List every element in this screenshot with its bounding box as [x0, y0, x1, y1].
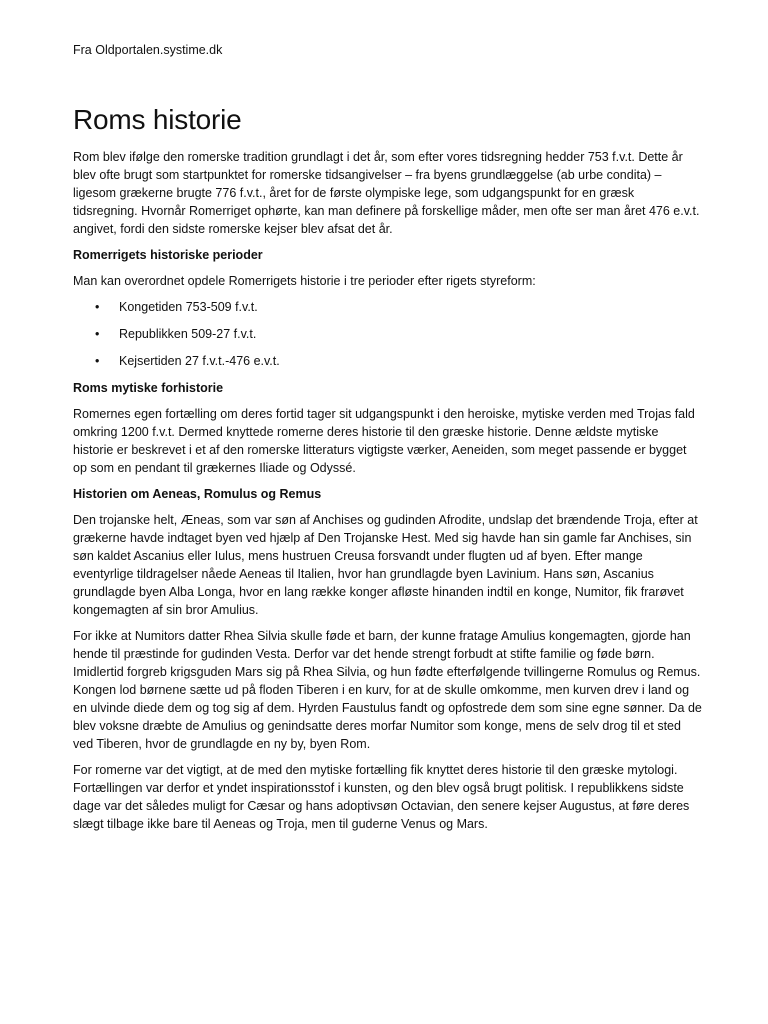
aeneas-paragraph-3: For romerne var det vigtigt, at de med den mytiske fortælling fik knyttet deres historie til den græske mytologi. Fortællingen var derfor et yndet inspirationsstof i kunsten, og den blev også brugt politisk. I republikkens sidste dage var det således muligt for Cæsar og hans adoptivsøn Octavian, den senere kejser Augustus, at føre deres slægt tilbage ikke bare til Aeneas og Troja, men til guderne Venus og Mars. [73, 763, 690, 831]
myth-paragraph: Romernes egen fortælling om deres fortid tager sit udgangspunkt i den heroiske, mytiske verden med Trojas fald omkring 1200 f.v.t. Dermed knyttede romerne deres historie til den græske historie. Denne ældste mytiske historie er beskrevet i et af den romerske litteraturs vigtigste værker, Aeneiden, som meget passende er bygget op som en pendant til grækernes Iliade og Odyssé. [73, 407, 695, 475]
list-item [73, 325, 702, 343]
section-heading-aeneas: Historien om Aeneas, Romulus og Remus [73, 487, 322, 501]
periods-list [73, 298, 702, 370]
list-item-text: Republikken 509-27 f.v.t. [119, 327, 257, 341]
list-item-text: Kongetiden 753-509 f.v.t. [119, 300, 258, 314]
page-title: Roms historie [73, 104, 242, 135]
bullet-icon: • [95, 300, 100, 314]
section-heading-periods: Romerrigets historiske perioder [73, 248, 263, 262]
periods-intro-paragraph: Man kan overordnet opdele Romerrigets historie i tre perioder efter rigets styreform: [73, 274, 536, 288]
aeneas-paragraph-2: For ikke at Numitors datter Rhea Silvia skulle føde et barn, der kunne fratage Amulius kongemagten, gjorde han hende til præstinde for gudinden Vesta. Derfor var det hende strengt forbudt at stifte familie og føde børn. Imidlertid forgreb krigsguden Mars sig på Rhea Silvia, og hun fødte efterfølgende tvillingerne Romulus og Remus. Kongen lod børnene sætte ud på floden Tiberen i en kurv, for at de skulle omkomme, men kurven drev i land og en ulvinde diede dem og tog sig af dem. Hyrden Faustulus fandt og opfostrede dem som sine egne sønner. Da de blev voksne dræbte de Amulius og genindsatte deres morfar Numitor som konge, mens de selv drog til et sted ved Tiberen, hvor de grundlagde en ny by, byen Rom. [73, 629, 702, 751]
aeneas-paragraph-1: Den trojanske helt, Æneas, som var søn af Anchises og gudinden Afrodite, undslap det brændende Troja, efter at grækerne havde indtaget byen ved hjælp af Den Trojanske Hest. Med sig havde han sin gamle far Anchises, sin søn kaldet Ascanius eller Iulus, mens hustruen Creusa forsvandt under flugten ud af byen. Efter mange eventyrlige tildragelser nåede Aeneas til Italien, hvor han grundlagde byen Lavinium. Hans søn, Ascanius grundlagde byen Alba Longa, hvor en lang række konger afløste hinanden indtil en konge, Numitor, fik frarøvet kongemagten af sin bror Amulius. [73, 513, 698, 617]
list-item [73, 298, 702, 316]
bullet-icon: • [95, 354, 100, 368]
source-line: Fra Oldportalen.systime.dk [73, 43, 223, 57]
bullet-icon: • [95, 327, 100, 341]
list-item [73, 352, 702, 370]
list-item-text: Kejsertiden 27 f.v.t.-476 e.v.t. [119, 354, 280, 368]
section-heading-myth: Roms mytiske forhistorie [73, 381, 224, 395]
intro-paragraph: Rom blev ifølge den romerske tradition grundlagt i det år, som efter vores tidsregning hedder 753 f.v.t. Dette år blev ofte brugt som startpunktet for romerske tidsangivelser – fra byens grundlæggelse (ab urbe condita) – ligesom grækerne brugte 776 f.v.t., året for de første olympiske lege, som udgangspunkt for en græsk tidsregning. Hvornår Romerriget ophørte, kan man definere på forskellige måder, men ofte ser man året 476 e.v.t. angivet, fordi den sidste romerske kejser blev afsat det år. [73, 150, 700, 236]
